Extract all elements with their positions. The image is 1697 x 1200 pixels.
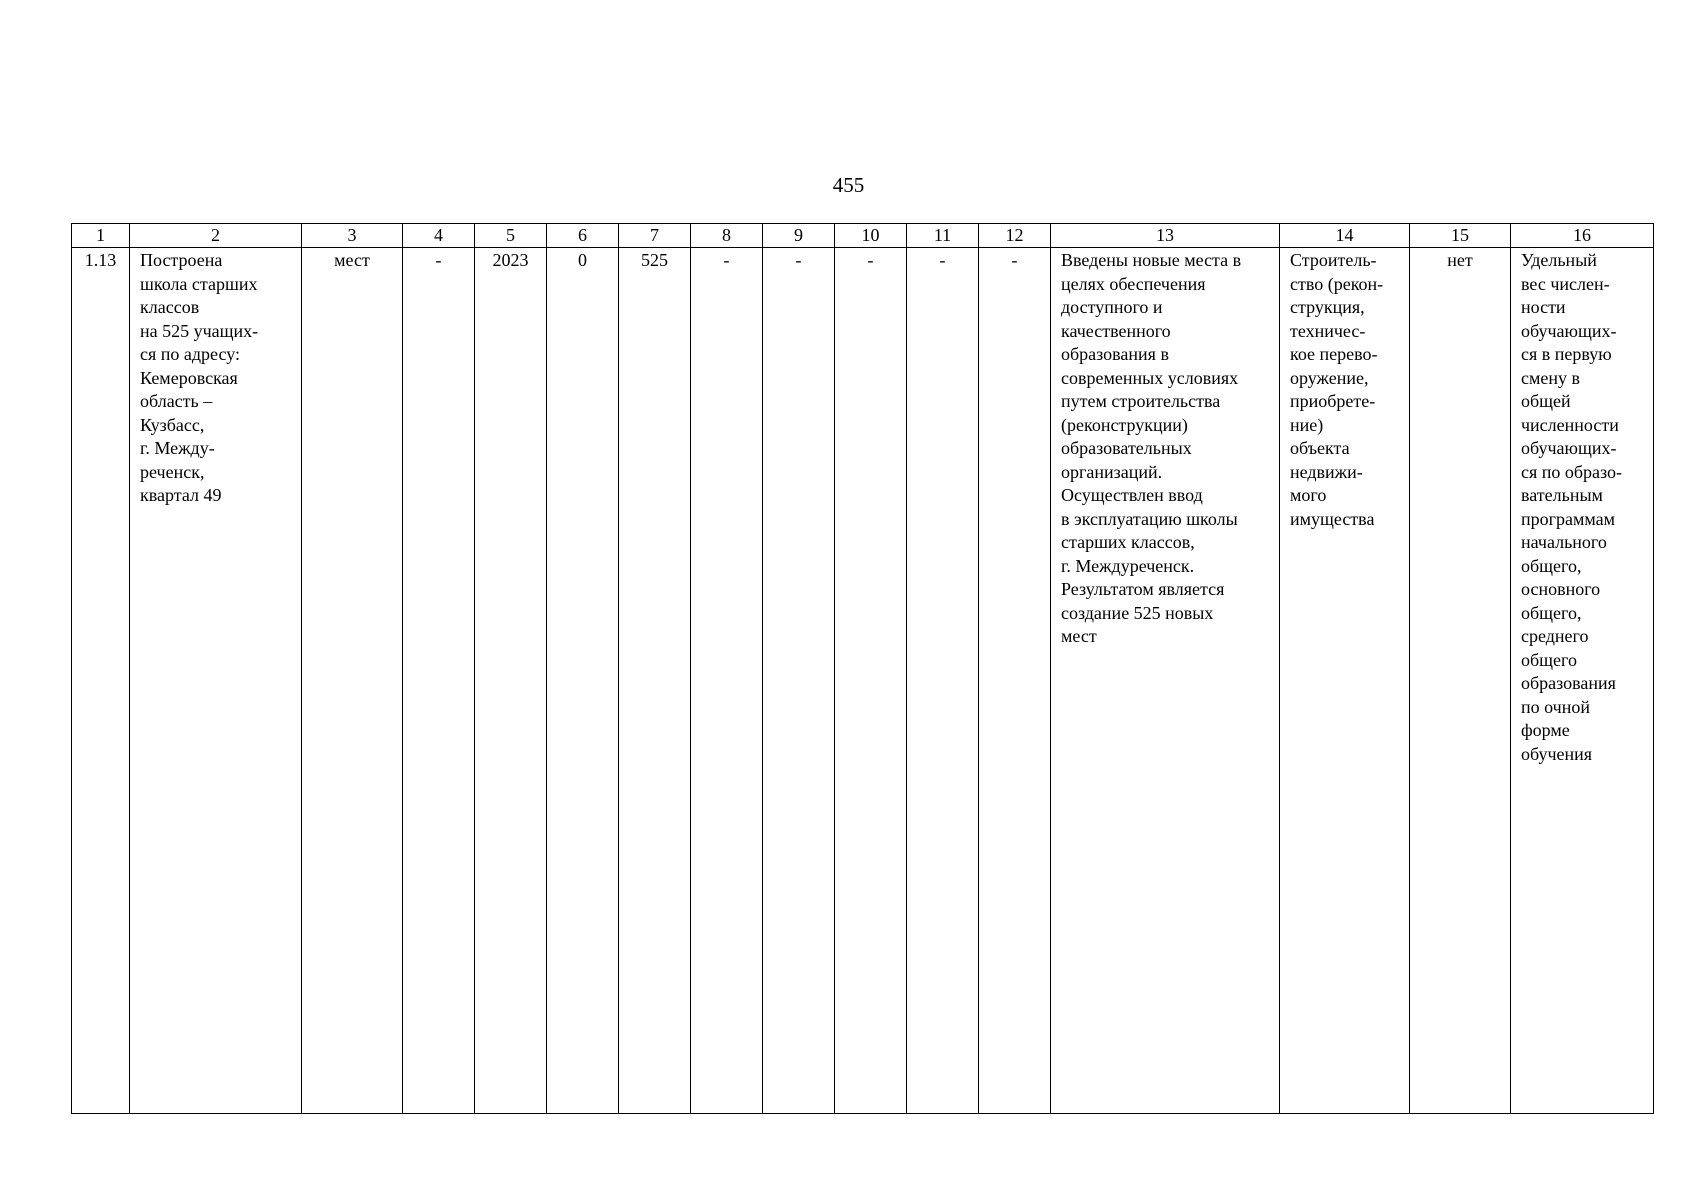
unit-cell: мест [302,248,403,1114]
table-cell: 0 [547,248,619,1114]
header-row [72,224,1654,248]
table-cell: - [403,248,475,1114]
column-header: 16 [1511,224,1654,248]
page-number: 455 [832,173,865,197]
result-name-cell: Построена школа старших классов на 525 учащих- ся по адресу: Кемеровская область – Кузбасс, г. Между- реченск, квартал 49 [130,248,302,1114]
column-header: 4 [403,224,475,248]
column-header: 1 [72,224,130,248]
column-header: 15 [1410,224,1511,248]
column-header: 10 [835,224,907,248]
table-row [72,248,1654,1114]
table-cell: нет [1410,248,1511,1114]
indicator-cell: Удельный вес числен- ности обучающих- ся в первую смену в общей численности обучающих- ся по образо- вательным программам начального общего, основного общего, среднего общего образования по очной форме обучения [1511,248,1654,1114]
data-table [71,223,1654,1114]
column-header: 11 [907,224,979,248]
column-header: 3 [302,224,403,248]
column-header: 2 [130,224,302,248]
column-header: 5 [475,224,547,248]
column-header: 9 [763,224,835,248]
table-cell: - [907,248,979,1114]
column-header: 13 [1051,224,1280,248]
type-cell: Строитель- ство (рекон- струкция, техничес- кое перево- оружение, приобрете- ние) объекта недвижи- мого имущества [1280,248,1410,1114]
column-header: 6 [547,224,619,248]
table-cell: - [979,248,1051,1114]
table-cell: - [691,248,763,1114]
column-header: 12 [979,224,1051,248]
table-cell: - [763,248,835,1114]
table-cell: - [835,248,907,1114]
description-cell: Введены новые места в целях обеспечения доступного и качественного образования в современных условиях путем строительства (реконструкции) образовательных организаций. Осуществлен ввод в эксплуатацию школы старших классов, г. Междуреченск. Результатом является создание 525 новых мест [1051,248,1280,1114]
table-cell: 525 [619,248,691,1114]
year-cell: 2023 [475,248,547,1114]
column-header: 7 [619,224,691,248]
column-header: 14 [1280,224,1410,248]
column-header: 8 [691,224,763,248]
row-number-cell: 1.13 [72,248,130,1114]
